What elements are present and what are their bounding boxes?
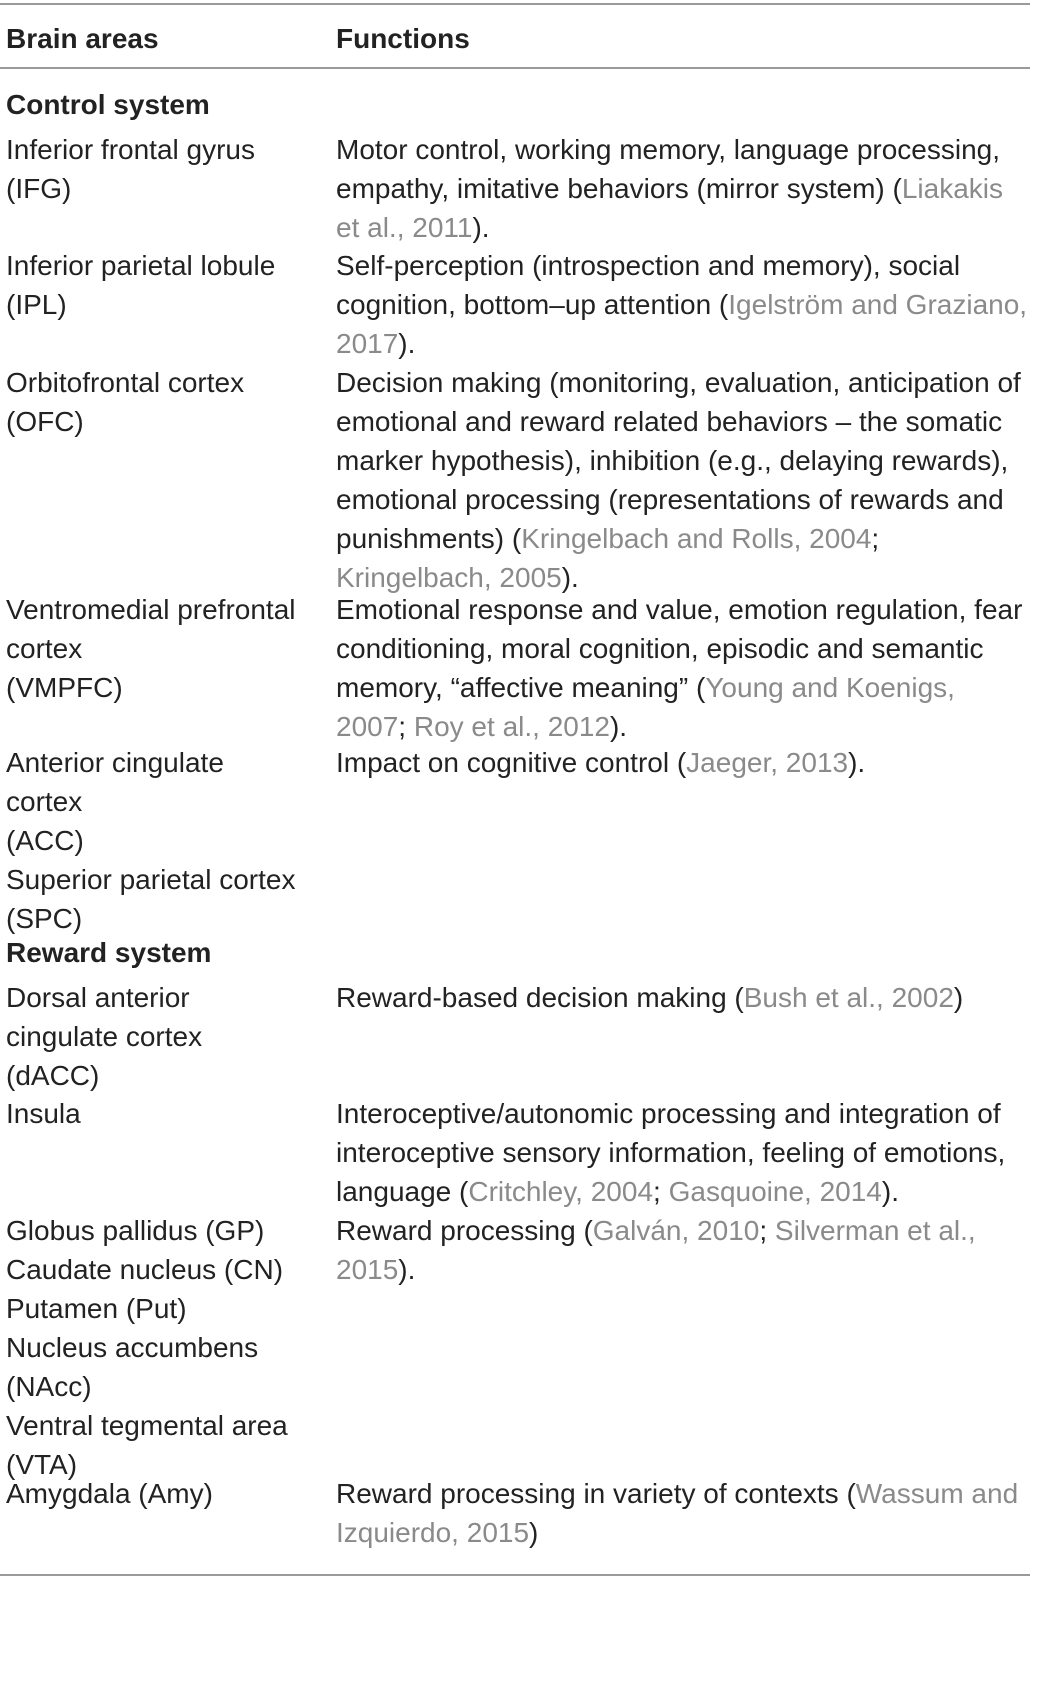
function-cell: [336, 590, 1032, 746]
citation-link[interactable]: Bush et al., 2002: [743, 982, 954, 1013]
citation-link[interactable]: Jaeger, 2013: [686, 747, 849, 778]
table-top-rule: [0, 3, 1030, 5]
area-line: Insula: [6, 1098, 81, 1129]
function-text: ).: [609, 711, 628, 742]
function-text: ): [953, 982, 964, 1013]
area-cell: [6, 743, 326, 938]
function-text: ).: [848, 747, 866, 778]
area-line: Anterior cingulate: [6, 747, 224, 778]
function-text: Reward-based decision making (: [336, 982, 744, 1013]
section-control-system: Control system: [6, 89, 210, 120]
area-line: Caudate nucleus (CN): [6, 1254, 284, 1285]
citation-link[interactable]: Young and Koenigs, 2007: [336, 672, 955, 742]
header-functions: Functions: [336, 23, 470, 54]
area-line: (VTA): [6, 1449, 78, 1480]
function-text: Motor control, working memory, language processing, empathy, imitative behaviors (mirror system) (: [336, 134, 1001, 204]
area-line: (SPC): [6, 903, 83, 934]
citation-link[interactable]: Roy et al., 2012: [413, 711, 610, 742]
function-text: Reward processing in variety of contexts (: [336, 1478, 856, 1509]
function-cell: [336, 1094, 1032, 1211]
area-cell: [6, 1211, 326, 1484]
area-cell: [6, 363, 326, 441]
area-line: Ventromedial prefrontal: [6, 594, 296, 625]
header-brain-areas: Brain areas: [6, 23, 159, 54]
function-text: Emotional response and value, emotion regulation, fear conditioning, moral cognition, episodic and semantic memory, “affective meaning” (: [336, 594, 1023, 703]
area-cell: [6, 590, 326, 707]
function-text: ).: [881, 1176, 899, 1207]
function-text: Self-perception (introspection and memory), social cognition, bottom–up attention (: [336, 250, 961, 320]
area-line: cortex: [6, 786, 83, 817]
function-text: ).: [398, 328, 416, 359]
area-cell: [6, 978, 326, 1095]
area-cell: [6, 1094, 326, 1133]
area-line: (OFC): [6, 406, 84, 437]
citation-link[interactable]: Galván, 2010: [592, 1215, 760, 1246]
function-text: ;: [398, 711, 414, 742]
function-cell: [336, 1211, 1032, 1289]
function-text: ).: [561, 562, 579, 593]
area-line: Inferior parietal lobule: [6, 250, 276, 281]
citation-link[interactable]: Critchley, 2004: [468, 1176, 654, 1207]
function-text: ;: [759, 1215, 775, 1246]
function-text: Decision making (monitoring, evaluation, anticipation of emotional and reward related behaviors – the somatic marker hypothesis), inhibition (e.g., delaying rewards), emotional processing (representations of rewards and punishments) (: [336, 367, 1021, 554]
function-text: ).: [472, 212, 490, 243]
function-cell: [336, 130, 1032, 247]
function-text: Reward processing (: [336, 1215, 593, 1246]
function-text: ;: [653, 1176, 669, 1207]
function-cell: [336, 743, 1032, 782]
citation-link[interactable]: Silverman et al., 2015: [336, 1215, 976, 1285]
area-cell: [6, 246, 326, 324]
citation-link[interactable]: Gasquoine, 2014: [668, 1176, 882, 1207]
area-line: (NAcc): [6, 1371, 92, 1402]
function-text: ).: [398, 1254, 416, 1285]
function-text: Impact on cognitive control (: [336, 747, 687, 778]
area-line: Dorsal anterior: [6, 982, 190, 1013]
area-line: cingulate cortex: [6, 1021, 203, 1052]
citation-link[interactable]: Wassum and Izquierdo, 2015: [336, 1478, 1019, 1548]
area-line: Nucleus accumbens: [6, 1332, 259, 1363]
citation-link[interactable]: Kringelbach and Rolls, 2004: [521, 523, 872, 554]
section-reward-system: Reward system: [6, 937, 212, 968]
area-line: Ventral tegmental area: [6, 1410, 288, 1441]
area-cell: [6, 1474, 326, 1513]
function-text: ;: [871, 523, 880, 554]
area-line: (ACC): [6, 825, 84, 856]
citation-link[interactable]: Liakakis et al., 2011: [336, 173, 1003, 243]
area-line: (VMPFC): [6, 672, 123, 703]
area-line: Putamen (Put): [6, 1293, 187, 1324]
area-line: Superior parietal cortex: [6, 864, 296, 895]
area-line: cortex: [6, 633, 83, 664]
function-cell: [336, 363, 1032, 597]
function-text: ): [529, 1517, 539, 1548]
header-rule: [0, 67, 1030, 69]
area-line: Globus pallidus (GP): [6, 1215, 265, 1246]
area-cell: [6, 130, 326, 208]
table-bottom-rule: [0, 1574, 1030, 1576]
function-text: Interoceptive/autonomic processing and integration of interoceptive sensory information, feeling of emotions, language (: [336, 1098, 1006, 1207]
function-cell: [336, 246, 1032, 363]
area-line: Orbitofrontal cortex: [6, 367, 245, 398]
area-line: (IFG): [6, 173, 72, 204]
area-line: (IPL): [6, 289, 67, 320]
citation-link[interactable]: Igelström and Graziano, 2017: [336, 289, 1028, 359]
citation-link[interactable]: Kringelbach, 2005: [336, 562, 562, 593]
area-line: (dACC): [6, 1060, 100, 1091]
function-cell: [336, 1474, 1032, 1552]
function-cell: [336, 978, 1032, 1017]
area-line: Inferior frontal gyrus: [6, 134, 255, 165]
area-line: Amygdala (Amy): [6, 1478, 213, 1509]
